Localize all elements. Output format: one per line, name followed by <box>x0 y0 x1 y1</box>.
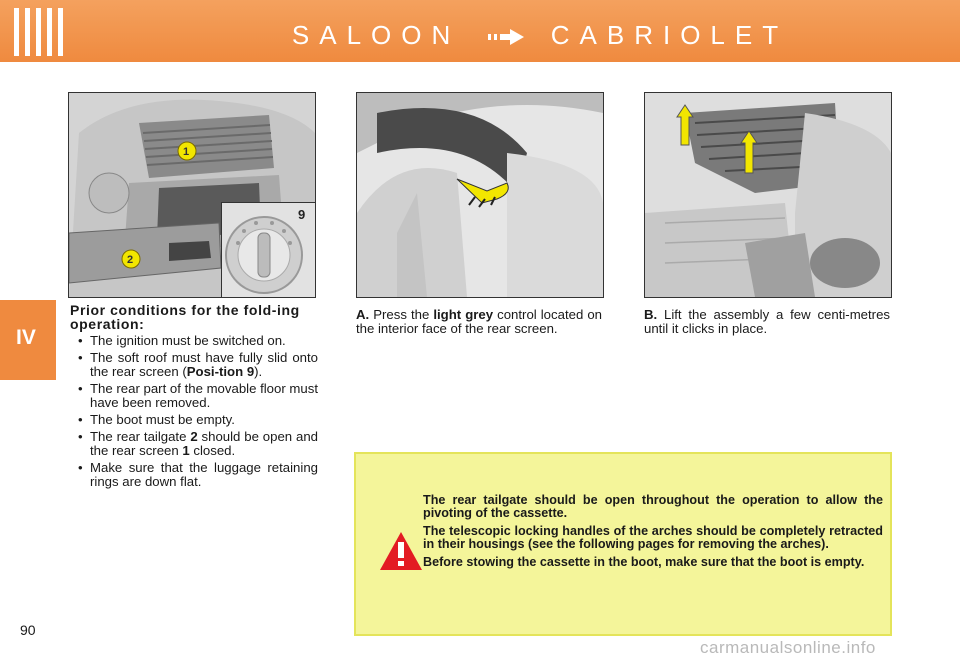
list-item: • The boot must be empty. <box>78 413 318 427</box>
watermark: carmanualsonline.info <box>700 638 876 657</box>
photo-rear-screen-control <box>356 92 604 298</box>
photo1-label-1: 1 <box>183 146 190 158</box>
warning-text <box>423 494 883 574</box>
inset-switch-photo <box>221 202 316 298</box>
arrow-right-icon <box>486 27 526 47</box>
list-item: • The ignition must be switched on. <box>78 334 318 348</box>
warning-paragraph: The telescopic locking handles of the arches should be completely retracted in their housings (see the following pages for removing the arches). <box>423 524 883 551</box>
list-item: • The rear tailgate 2 should be open and the rear screen 1 closed. <box>78 430 318 458</box>
warning-icon <box>378 530 424 572</box>
title-cabriolet: CABRIOLET <box>550 20 789 50</box>
header-band <box>0 0 960 62</box>
conditions-heading: Prior conditions for the fold-ing operation: <box>70 302 300 332</box>
step-b-caption: B. Lift the assembly a few centi-metres until it clicks in place. <box>644 307 890 336</box>
photo-lift-assembly <box>644 92 892 298</box>
page-number: 90 <box>20 622 36 638</box>
header-stripes <box>10 8 70 56</box>
chapter-label: IV <box>16 326 36 349</box>
warning-box <box>354 452 892 636</box>
inset-label-9: 9 <box>298 207 306 222</box>
chapter-tab <box>0 300 56 380</box>
list-item: • Make sure that the luggage retaining rings are down flat. <box>78 461 318 489</box>
list-item: • The soft roof must have fully slid onto the rear screen (Posi-tion 9). <box>78 351 318 379</box>
list-item: • The rear part of the movable floor must have been removed. <box>78 382 318 410</box>
step-a-caption: A. Press the light grey control located on the interior face of the rear screen. <box>356 307 602 336</box>
title-saloon: SALOON <box>291 20 461 50</box>
photo1-label-2: 2 <box>127 254 134 266</box>
conditions-list <box>78 334 318 492</box>
warning-paragraph: Before stowing the cassette in the boot, make sure that the boot is empty. <box>423 555 865 569</box>
warning-paragraph: The rear tailgate should be open throughout the operation to allow the pivoting of the cassette. <box>423 493 883 520</box>
page-title <box>200 20 880 51</box>
